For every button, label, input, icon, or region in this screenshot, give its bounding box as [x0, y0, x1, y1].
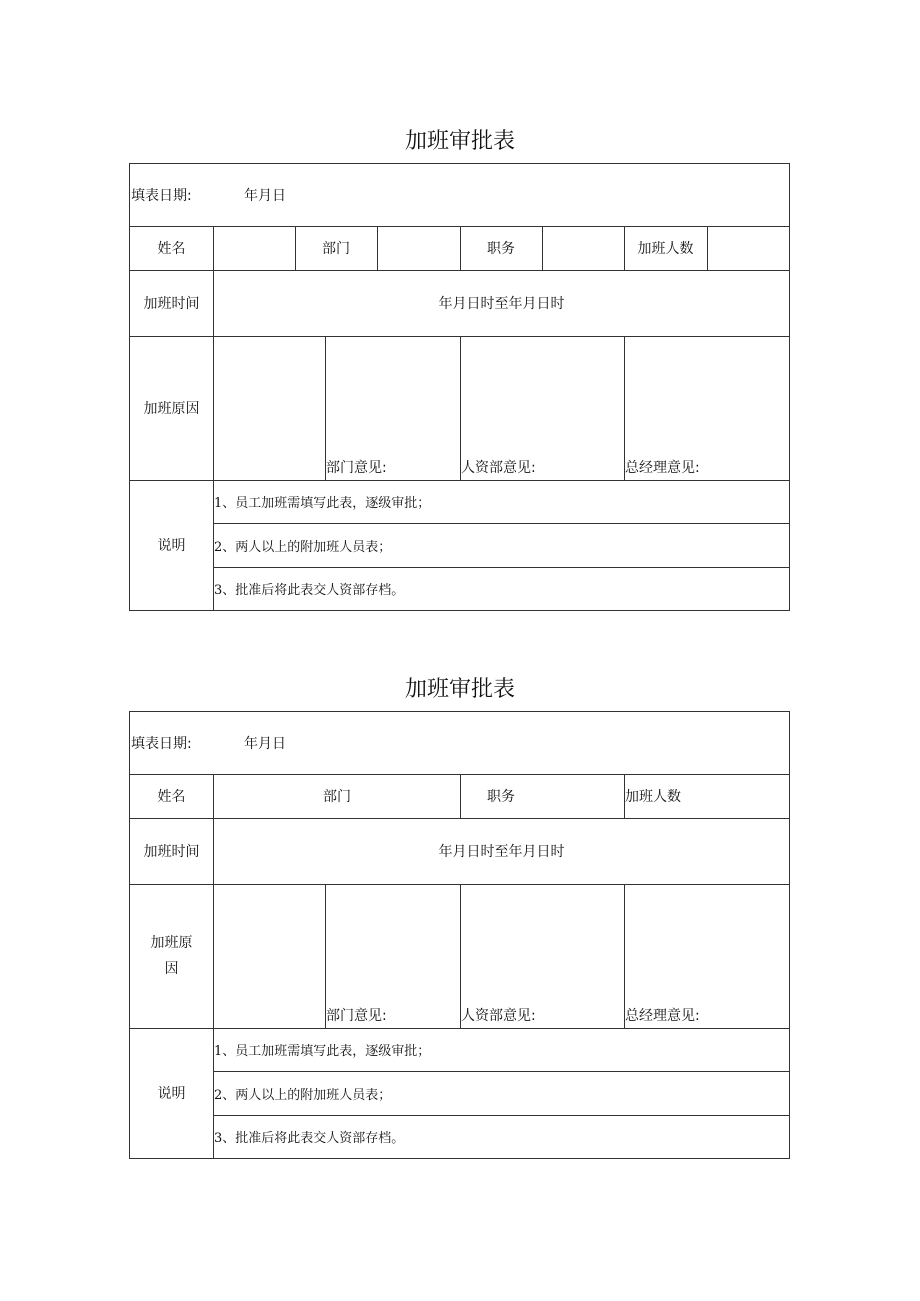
- position-field[interactable]: [543, 226, 624, 270]
- count-field[interactable]: [708, 226, 789, 270]
- reason-field[interactable]: [214, 336, 325, 480]
- time-label: 加班时间: [143, 844, 200, 860]
- notes-label: 说明: [157, 1086, 186, 1102]
- dept-opinion[interactable]: 部门意见:: [326, 460, 387, 476]
- reason-field[interactable]: [214, 884, 325, 1028]
- form-1-table: [129, 163, 790, 611]
- name-label: 姓名: [157, 789, 186, 805]
- hr-opinion[interactable]: 人资部意见:: [461, 460, 536, 476]
- time-label: 加班时间: [143, 296, 200, 312]
- dept-label: 部门: [323, 789, 351, 805]
- note-item: 3、批准后将此表交人资部存档。: [214, 1131, 405, 1146]
- count-label: 加班人数: [625, 789, 681, 805]
- reason-label: 加班原因: [143, 401, 200, 417]
- dept-opinion[interactable]: 部门意见:: [326, 1008, 387, 1024]
- position-label: 职务: [487, 241, 515, 257]
- time-value[interactable]: 年月日时至年月日时: [438, 844, 565, 860]
- position-label: 职务: [487, 789, 515, 805]
- form-1-title: 加班审批表: [404, 129, 515, 154]
- fill-date-value[interactable]: 年月日: [244, 188, 286, 204]
- count-label: 加班人数: [637, 241, 694, 257]
- dept-label: 部门: [322, 241, 350, 257]
- note-item: 3、批准后将此表交人资部存档。: [214, 583, 405, 598]
- hr-opinion[interactable]: 人资部意见:: [461, 1008, 536, 1024]
- notes-label: 说明: [157, 538, 186, 554]
- note-item: 2、两人以上的附加班人员表；: [214, 1087, 392, 1103]
- fill-date-value[interactable]: 年月日: [244, 736, 286, 752]
- form-2-table: [129, 711, 790, 1159]
- gm-opinion[interactable]: 总经理意见:: [625, 460, 700, 476]
- dept-field[interactable]: [378, 226, 460, 270]
- gm-opinion[interactable]: 总经理意见:: [625, 1008, 700, 1024]
- note-item: 2、两人以上的附加班人员表；: [214, 539, 392, 555]
- note-item: 1、员工加班需填写此表，逐级审批；: [214, 496, 431, 511]
- name-field[interactable]: [214, 226, 295, 270]
- fill-date-label: 填表日期:: [131, 188, 192, 204]
- reason-label: 加班原 因: [150, 935, 193, 977]
- fill-date-label: 填表日期:: [131, 736, 192, 752]
- form-2-title: 加班审批表: [404, 677, 515, 702]
- name-label: 姓名: [157, 241, 186, 257]
- note-item: 1、员工加班需填写此表，逐级审批；: [214, 1044, 431, 1059]
- time-value[interactable]: 年月日时至年月日时: [438, 296, 565, 312]
